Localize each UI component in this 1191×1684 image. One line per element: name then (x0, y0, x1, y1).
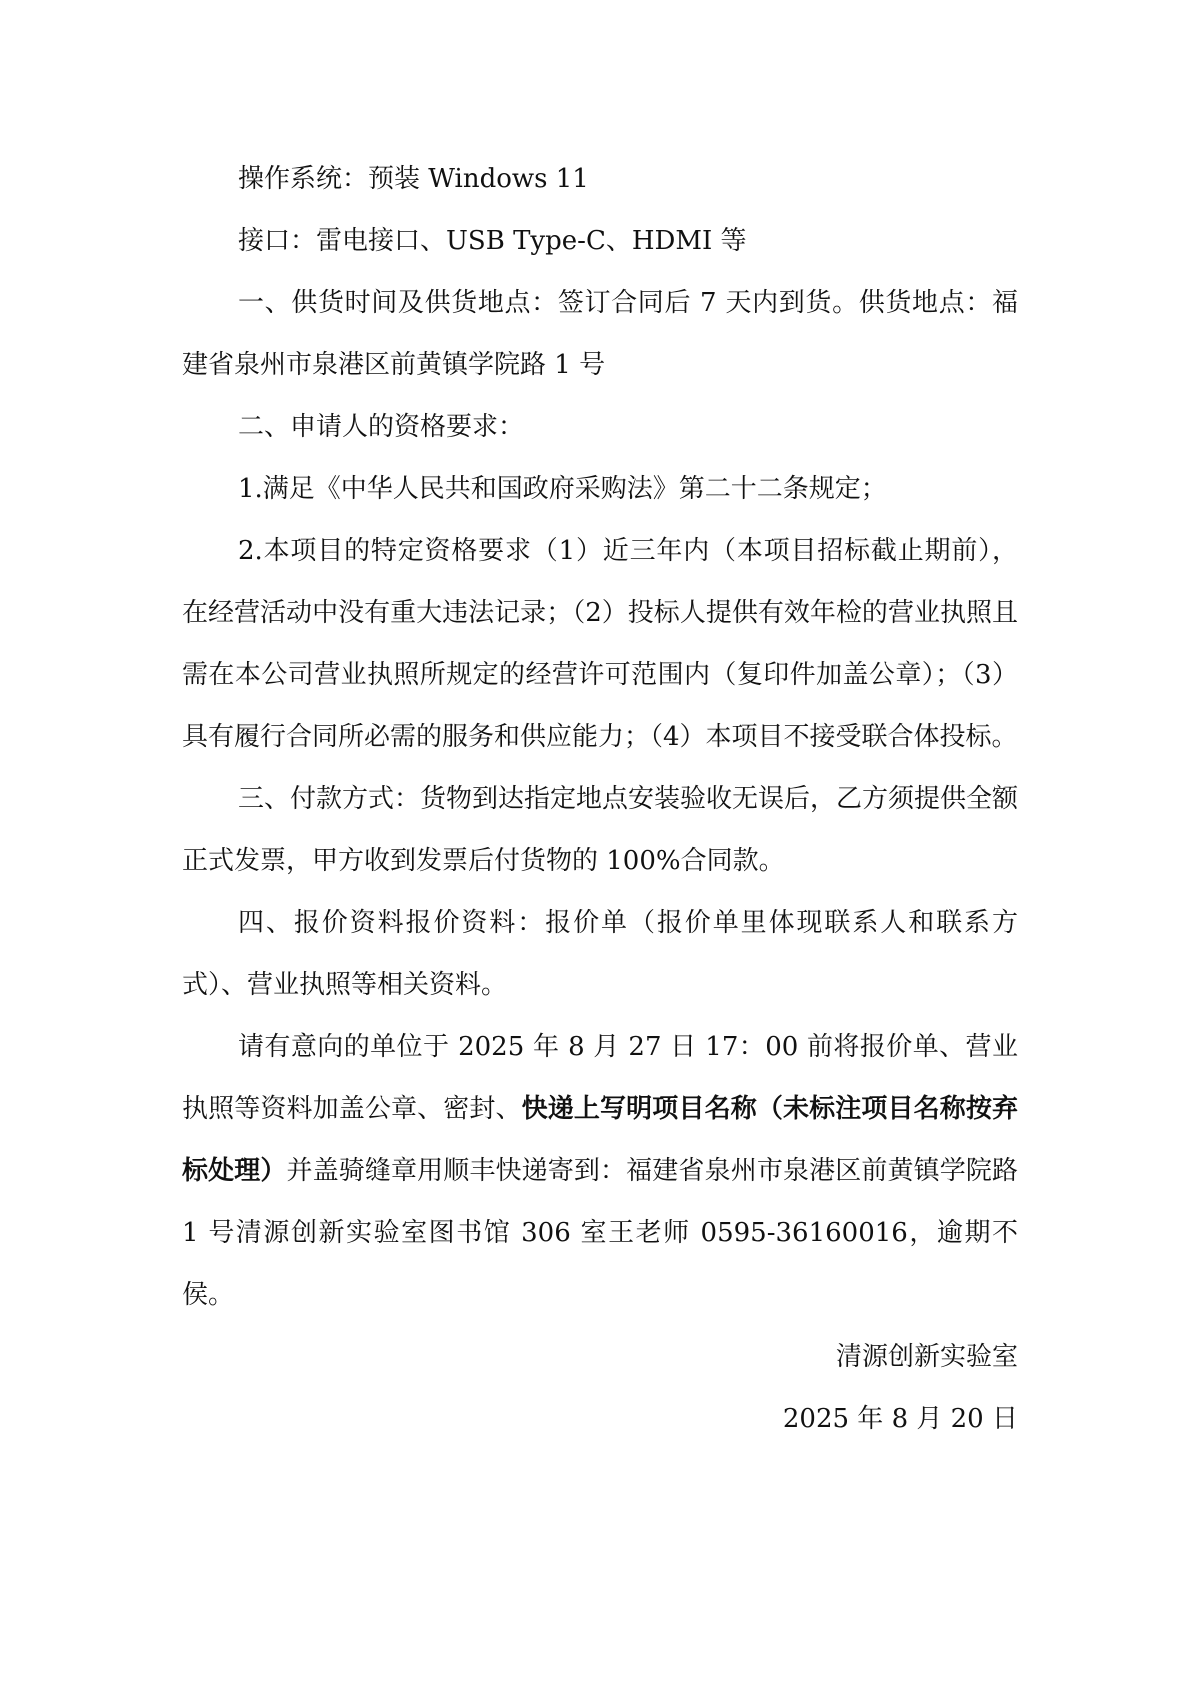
qualification-item-2: 2.本项目的特定资格要求（1）近三年内（本项目招标截止期前），在经营活动中没有重大违法记录；（2）投标人提供有效年检的营业执照且需在本公司营业执照所规定的经营许可范围内（复印件加盖公章）；（3）具有履行合同所必需的服务和供应能力；（4）本项目不接受联合体投标。 (182, 536, 1018, 752)
signature-org: 清源创新实验室 (835, 1342, 1018, 1372)
submission-text-part1: 请有意向的单位于 2025 年 8 月 27 日 17：00 前将报价单、营业执照等资料加盖公章、密封、 (182, 1032, 1018, 1124)
submission-text-bold: 快递上写明项目名称（未标注项目名称按弃标处理） (182, 1094, 1018, 1186)
qualification-title: 二、申请人的资格要求： (238, 412, 525, 442)
payment-paragraph: 三、付款方式：货物到达指定地点安装验收无误后，乙方须提供全额正式发票，甲方收到发票后付货物的 100%合同款。 (182, 784, 1019, 876)
submission-paragraph (182, 1016, 1018, 1326)
delivery-paragraph: 一、供货时间及供货地点：签订合同后 7 天内到货。供货地点：福建省泉州市泉港区前黄镇学院路 1 号 (182, 288, 1018, 380)
qualification-item-1: 1.满足《中华人民共和国政府采购法》第二十二条规定； (238, 474, 887, 504)
interface-line: 接口：雷电接口、USB Type-C、HDMI 等 (238, 226, 747, 256)
os-line: 操作系统：预装 Windows 11 (238, 164, 589, 194)
signature-date: 2025 年 8 月 20 日 (782, 1404, 1018, 1434)
quote-materials-paragraph: 四、报价资料报价资料：报价单（报价单里体现联系人和联系方式）、营业执照等相关资料。 (182, 908, 1018, 1000)
submission-text-part3: 并盖骑缝章用顺丰快递寄到：福建省泉州市泉港区前黄镇学院路 1 号清源创新实验室图书馆 306 室王老师 0595-36160016，逾期不侯。 (182, 1156, 1018, 1310)
document-page (182, 148, 1018, 1450)
